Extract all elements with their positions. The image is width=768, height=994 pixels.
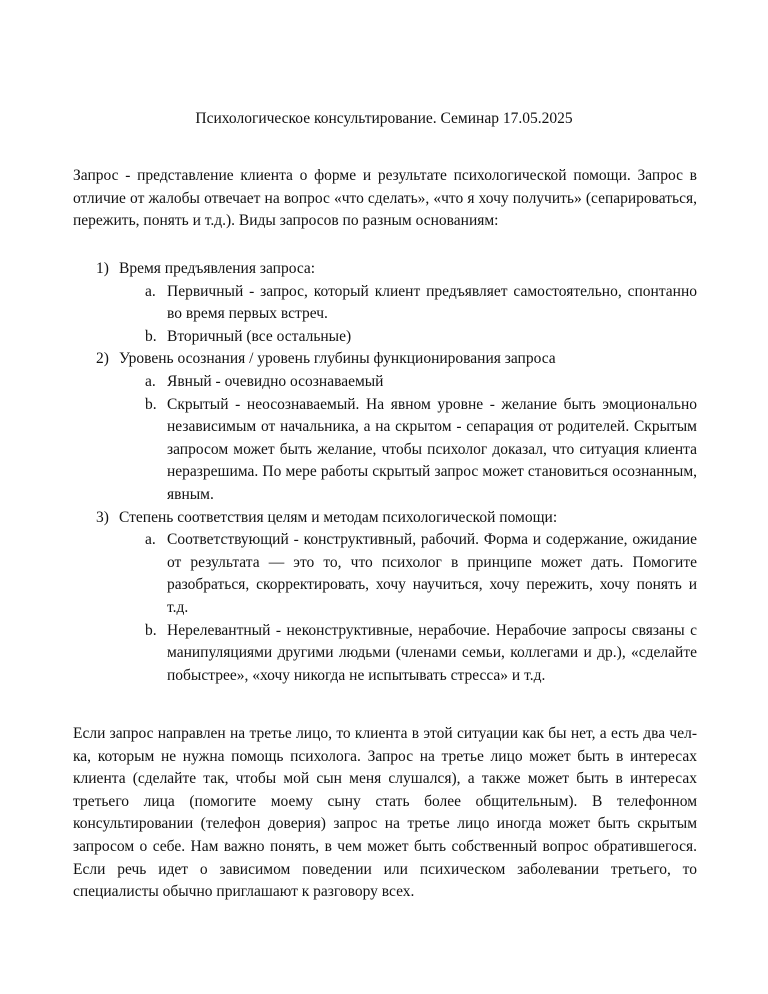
sub-list-item <box>0 371 697 394</box>
sub-list <box>0 371 768 507</box>
sub-list-letter: b. <box>145 621 157 639</box>
sub-list-text: Первичный - запрос, который клиент предъявляет самостоятельно, спонтанно во время первых встреч. <box>167 282 697 323</box>
sub-list-letter: a. <box>145 531 156 549</box>
document-title: Психологическое консультирование. Семинар 17.05.2025 <box>195 110 573 127</box>
sub-list-text: Вторичный (все остальные) <box>167 327 352 345</box>
sub-list <box>0 529 768 687</box>
sub-list-text: Явный - очевидно осознаваемый <box>167 372 384 390</box>
sub-list-item <box>0 529 697 619</box>
sub-list-item <box>0 394 697 507</box>
list-item-text: Уровень осознания / уровень глубины функционирования запроса <box>119 350 556 368</box>
sub-list-text: Скрытый - неосознаваемый. На явном уровне - желание быть эмоционально независимым от начальника, а на скрытом - сепарация от родителей. Скрытым запросом может быть желание, чтобы психолог доказал, что ситуация клиента неразрешима. По мере работы скрытый запрос может становиться осознанным, явным. <box>167 395 697 503</box>
intro-paragraph: Запрос - представление клиента о форме и результате психологической помощи. Запрос в отличие от жалобы отвечает на вопрос «что сделать», «что я хочу получить» (сепарироваться, пережить, понять и т.д.). Виды запросов по разным основаниям: <box>73 167 697 230</box>
list-number: 3) <box>96 508 109 526</box>
list-item-text: Время предъявления запроса: <box>119 260 316 277</box>
list-number: 2) <box>96 350 109 368</box>
list-item <box>0 348 768 506</box>
sub-list-item <box>0 326 697 349</box>
sub-list-text: Нерелевантный - неконструктивные, нерабочие. Нерабочие запросы связаны с манипуляциями другими людьми (членами семьи, коллегами и др.), «сделайте побыстрее», «хочу никогда не испытывать стресса» и т.д. <box>167 621 697 684</box>
sub-list <box>0 281 768 349</box>
closing-paragraph: Если запрос направлен на третье лицо, то клиента в этой ситуации как бы нет, а есть два чел-ка, которым не нужна помощь психолога. Запрос на третье лицо может быть в интересах клиента (сделайте так, чтобы мой сын меня слушался), а также может быть в интересах третьего лица (помогите моему сыну стать более общительным). В телефонном консультировании (телефон доверия) запрос на третье лицо иногда может быть скрытым запросом о себе. Нам важно понять, в чем может быть собственный вопрос обратившегося. Если речь идет о зависимом поведении или психическом заболевании третьего, то специалисты обычно приглашают к разговору всех. <box>73 725 697 901</box>
list-number: 1) <box>96 260 109 277</box>
sub-list-letter: b. <box>145 395 157 413</box>
list-item <box>0 258 768 348</box>
list-item-text: Степень соответствия целям и методам психологической помощи: <box>119 508 558 526</box>
sub-list-letter: a. <box>145 282 156 300</box>
request-types-list <box>0 258 768 687</box>
sub-list-letter: a. <box>145 372 156 390</box>
sub-list-item <box>0 281 697 326</box>
sub-list-letter: b. <box>145 327 157 345</box>
list-item <box>0 507 768 688</box>
sub-list-item <box>0 620 697 688</box>
sub-list-text: Соответствующий - конструктивный, рабочий. Форма и содержание, ожидание от результата — это то, что психолог в принципе может дать. Помогите разобраться, скорректировать, хочу научиться, хочу пережить, хочу понять и т.д. <box>167 531 697 616</box>
